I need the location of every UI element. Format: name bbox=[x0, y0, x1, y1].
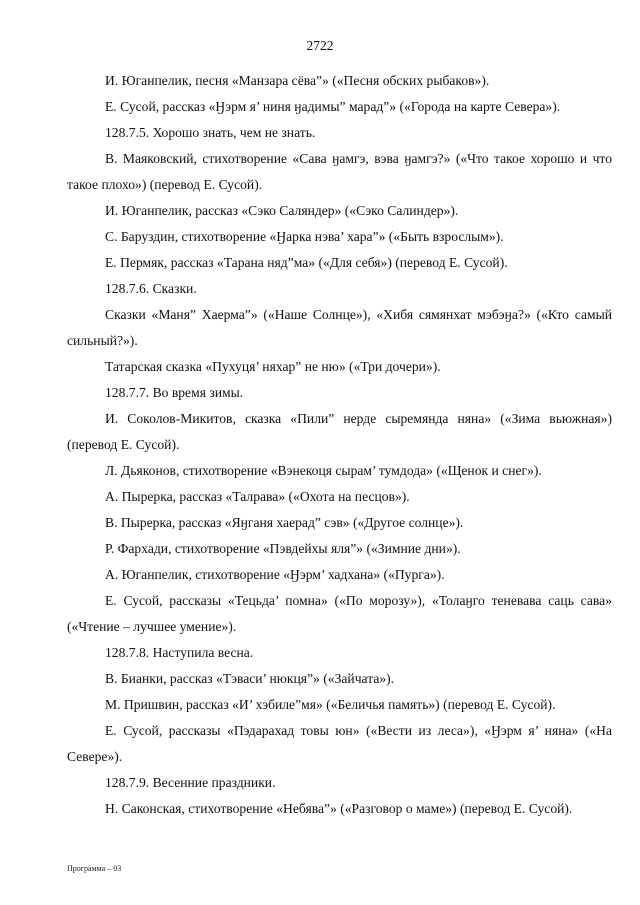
paragraph: И. Соколов-Микитов, сказка «Пили” нерде сыремянда няна» («Зима вьюжная») (перевод Е. Сусой). bbox=[67, 411, 612, 452]
paragraph: М. Пришвин, рассказ «И’ хэбиле”мя» («Беличья память») (перевод Е. Сусой). bbox=[105, 697, 556, 712]
section-heading: 128.7.8. Наступила весна. bbox=[105, 645, 254, 660]
section-heading: 128.7.6. Сказки. bbox=[105, 281, 197, 296]
paragraph: В. Бианки, рассказ «Тэваси’ нюкця”» («Зайчата»). bbox=[105, 671, 395, 686]
paragraph: Л. Дьяконов, стихотворение «Вэнекоця сырам’ тумдода» («Щенок и снег»). bbox=[105, 463, 542, 478]
paragraph: А. Юганпелик, стихотворение «Ӈэрм’ хадхана» («Пурга»). bbox=[105, 567, 445, 582]
section-heading: 128.7.7. Во время зимы. bbox=[105, 385, 244, 400]
paragraph: С. Баруздин, стихотворение «Ӈарка нэва’ хара”» («Быть взрослым»). bbox=[105, 229, 504, 244]
paragraph: Татарская сказка «Пухуця’ няхар” не ню» («Три дочери»). bbox=[105, 359, 441, 374]
paragraph: Е. Сусой, рассказы «Пэдарахад товы юн» («Вести из леса»), «Ӈэрм я’ няна» («На Севере»). bbox=[67, 723, 612, 764]
paragraph: И. Юганпелик, песня «Манзара сёва”» («Песня обских рыбаков»). bbox=[105, 73, 490, 88]
paragraph: Е. Сусой, рассказы «Тецьда’ помна» («По морозу»), «Толаӈго теневава саць сава» («Чтение – лучшее умение»). bbox=[67, 593, 612, 634]
paragraph: Сказки «Маня” Хаерма”» («Наше Солнце»), «Хибя сямянхат мэбэӈа?» («Кто самый сильный?»). bbox=[67, 307, 612, 348]
section-heading: 128.7.5. Хорошо знать, чем не знать. bbox=[105, 125, 316, 140]
page-number: 2722 bbox=[306, 38, 334, 53]
footer-note: Программа – 03 bbox=[67, 864, 122, 873]
paragraph: Р. Фархади, стихотворение «Пэвдейхы яля”» («Зимние дни»). bbox=[105, 541, 461, 556]
paragraph: В. Пырерка, рассказ «Яӈганя хаерад” сэв» («Другое солнце»). bbox=[105, 515, 464, 530]
paragraph: Е. Сусой, рассказ «Ӈэрм я’ ниня ӈадимы” марад”» («Города на карте Севера»). bbox=[105, 99, 561, 114]
paragraph: Е. Пермяк, рассказ «Тарана няд”ма» («Для себя») (перевод Е. Сусой). bbox=[105, 255, 508, 270]
paragraph: Н. Саконская, стихотворение «Небява”» («Разговор о маме») (перевод Е. Сусой). bbox=[105, 801, 573, 816]
paragraph: И. Юганпелик, рассказ «Сэко Саляндер» («Сэко Салиндер»). bbox=[105, 203, 459, 218]
document-body bbox=[67, 68, 612, 822]
paragraph: А. Пырерка, рассказ «Талрава» («Охота на песцов»). bbox=[105, 489, 410, 504]
paragraph: В. Маяковский, стихотворение «Сава ӈамгэ, вэва ӈамгэ?» («Что такое хорошо и что такое плохо») (перевод Е. Сусой). bbox=[67, 151, 612, 192]
section-heading: 128.7.9. Весенние праздники. bbox=[105, 775, 276, 790]
